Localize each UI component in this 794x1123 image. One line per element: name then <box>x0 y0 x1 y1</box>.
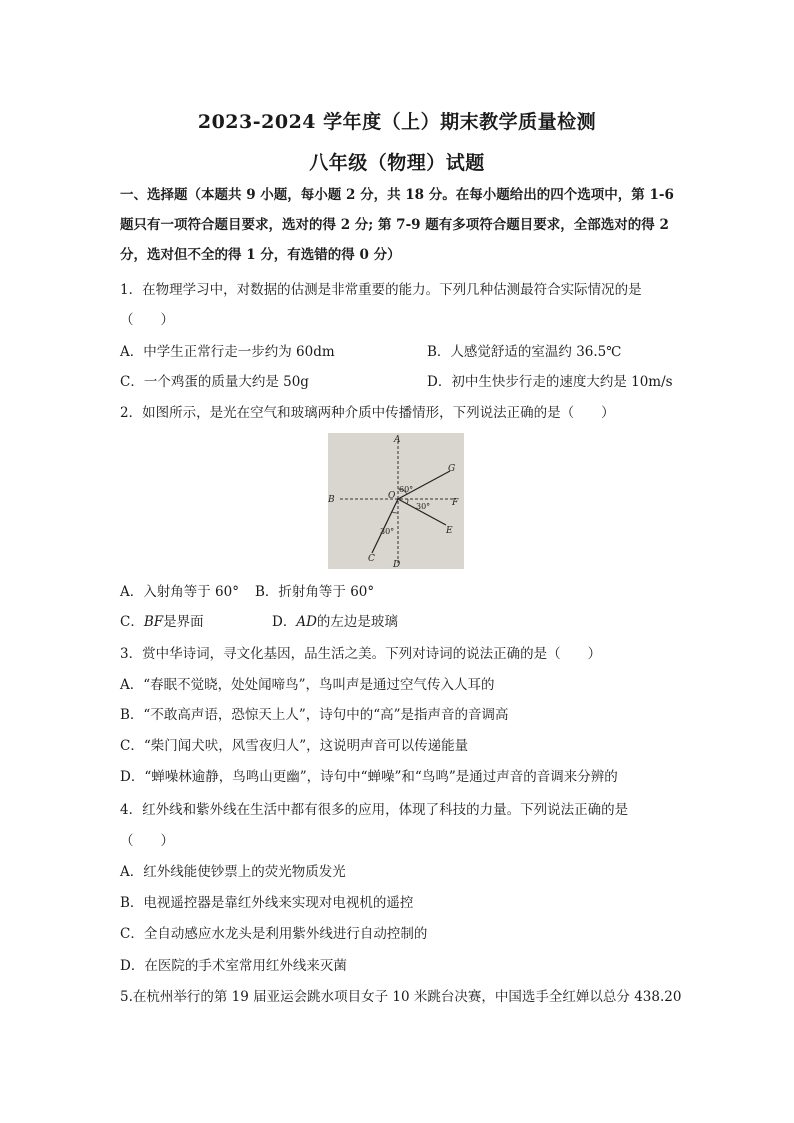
q4-option-a: A．红外线能使钞票上的荧光物质发光 <box>120 864 346 880</box>
refraction-diagram-svg <box>328 433 464 569</box>
q2-option-d-prefix: D． <box>272 614 297 630</box>
label-f: F <box>452 498 459 508</box>
section-instructions-line-1: 一、选择题（本题共 9 小题，每小题 2 分，共 18 分。在每小题给出的四个选项中，第 1-6 <box>120 187 674 203</box>
q2-option-a: A．入射角等于 60° <box>120 584 239 600</box>
section-instructions-line-3: 分，选对但不全的得 1 分，有选错的得 0 分） <box>120 247 401 263</box>
q3-option-c: C．“柴门闻犬吠，风雪夜归人”，这说明声音可以传递能量 <box>120 738 469 754</box>
q1-option-c: C．一个鸡蛋的质量大约是 50g <box>120 374 309 390</box>
label-b: B <box>328 495 335 505</box>
ray-co <box>372 499 398 553</box>
refraction-diagram <box>328 433 464 569</box>
q2-option-d-var: AD <box>296 614 317 630</box>
section-instructions-line-2: 题只有一项符合题目要求，选对的得 2 分; 第 7-9 题有多项符合题目要求，全部选对的得 2 <box>120 217 669 233</box>
q1-option-d: D．初中生快步行走的速度大约是 10m/s <box>427 374 673 390</box>
q3-option-d: D．“蝉噪林逾静，鸟鸣山更幽”，诗句中“蝉噪”和“鸟鸣”是通过声音的音调来分辨的 <box>120 769 618 785</box>
label-a: A <box>394 435 401 445</box>
q1-option-a: A．中学生正常行走一步约为 60dm <box>120 344 335 360</box>
angle-label-lower: 30° <box>380 527 395 536</box>
label-e: E <box>446 526 453 536</box>
q2-option-d-suffix: 的左边是玻璃 <box>316 614 398 630</box>
label-g: G <box>448 464 456 474</box>
q2-stem: 2．如图所示，是光在空气和玻璃两种介质中传播情形，下列说法正确的是（ ） <box>120 405 615 421</box>
q3-option-a: A．“春眠不觉晓，处处闻啼鸟”，鸟叫声是通过空气传入人耳的 <box>120 677 495 693</box>
label-d: D <box>393 560 401 569</box>
q4-option-d: D．在医院的手术室常用红外线来灭菌 <box>120 958 347 974</box>
angle-label-upper: 60° <box>399 485 414 494</box>
q1-stem: 1．在物理学习中，对数据的估测是非常重要的能力。下列几种估测最符合实际情况的是 <box>120 282 642 298</box>
q2-option-c-suffix: 是界面 <box>163 614 204 630</box>
q1-option-b: B．人感觉舒适的室温约 36.5℃ <box>427 344 622 360</box>
q2-option-d <box>272 613 398 631</box>
q2-option-c-prefix: C． <box>120 614 144 630</box>
q2-option-b: B．折射角等于 60° <box>255 584 375 600</box>
angle-label-right: 30° <box>416 502 431 511</box>
label-c: C <box>368 554 375 564</box>
angle-arc-right <box>407 499 408 504</box>
q4-answer-blank: （ ） <box>120 833 174 849</box>
exam-subtitle: 八年级（物理）试题 <box>309 152 485 174</box>
q2-option-c-var: BF <box>143 614 164 630</box>
angle-arc-lower <box>392 512 398 513</box>
q4-option-c: C．全自动感应水龙头是利用紫外线进行自动控制的 <box>120 926 428 942</box>
q2-option-c <box>120 613 204 631</box>
q3-stem: 3．赏中华诗词，寻文化基因，品生活之美。下列对诗词的说法正确的是（ ） <box>120 646 602 662</box>
q1-answer-blank: （ ） <box>120 312 174 328</box>
q4-stem: 4．红外线和紫外线在生活中都有很多的应用，体现了科技的力量。下列说法正确的是 <box>120 802 629 818</box>
q5-stem: 5.在杭州举行的第 19 届亚运会跳水项目女子 10 米跳台决赛，中国选手全红婵以总分 438.20 <box>120 989 682 1005</box>
q3-option-b: B．“不敢高声语，恐惊天上人”，诗句中的“高”是指声音的音调高 <box>120 707 509 723</box>
exam-title: 2023-2024 学年度（上）期末教学质量检测 <box>197 111 597 133</box>
q4-option-b: B．电视遥控器是靠红外线来实现对电视机的遥控 <box>120 895 414 911</box>
label-o: O <box>388 491 396 501</box>
